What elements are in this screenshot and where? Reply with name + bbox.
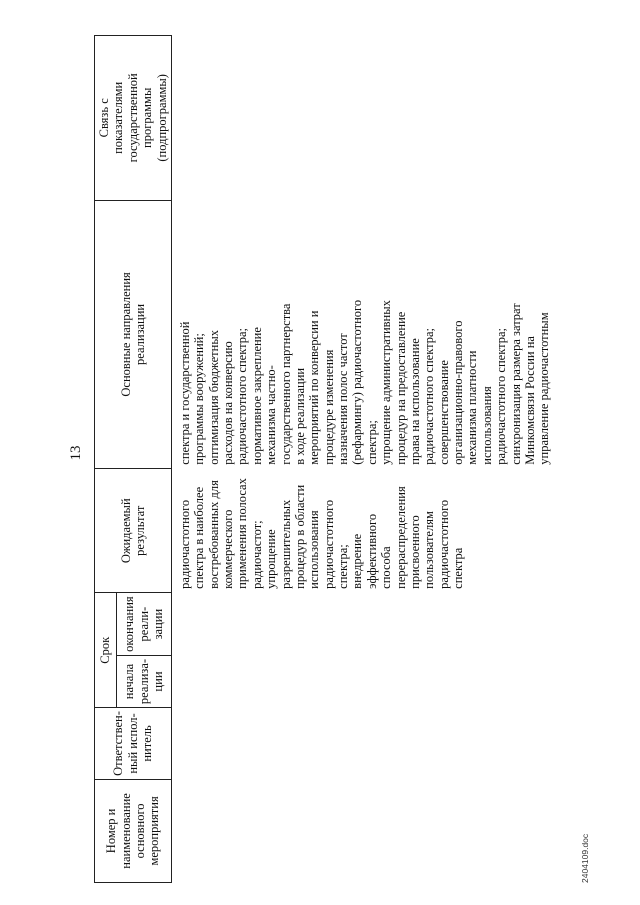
rotated-page xyxy=(60,23,590,883)
header-row-top xyxy=(95,35,117,882)
page-number: 13 xyxy=(68,445,84,460)
cell-event-name xyxy=(171,779,551,882)
cell-program-link xyxy=(171,35,551,200)
header-expected-result: Ожидаемый результат xyxy=(95,468,172,592)
header-term: Срок xyxy=(95,592,117,707)
header-term-start: начала реализа- ции xyxy=(117,655,172,707)
cell-responsible xyxy=(171,707,551,779)
cell-main-directions: спектра и государственной программы вооружений; оптимизация бюджетных расходов на конверсию радиочастотного спектра; нормативное закрепление механизма частно- государственного партнерства в ходе реализации мероприятий по конверсии и процедуре изменения назначения полос частот (рефармингу) радиочастотного спектра; упрощение административных процедур на предоставление права на использование радиочастотного спектра; совершенствование организационно-правового механизма платности использования радиочастотного спектра; синхронизация размера затрат Минкомсвязи России на управление радиочастотным xyxy=(177,299,552,465)
header-term-end: окончания реали- зации xyxy=(117,592,172,655)
cell-expected-result: радиочастотного спектра в наиболее востребованных для коммерческого применения полосах радиочастот; упрощение разрешительных процедур в области использования радиочастотного спектра; внедрение эффективного способа перераспределения присвоенного пользователям радиочастотного спектра xyxy=(177,477,465,589)
header-program-link: Связь с показателями государственной программы (подпрограммы) xyxy=(95,35,172,200)
cell-term-end xyxy=(171,592,551,655)
header-responsible: Ответствен- ный испол- нитель xyxy=(95,707,172,779)
header-event-name: Номер и наименование основного мероприятия xyxy=(95,779,172,882)
file-stamp: 2404109.doc xyxy=(580,833,590,883)
table-row xyxy=(171,35,551,882)
cell-term-start xyxy=(171,655,551,707)
events-table xyxy=(94,35,552,883)
header-main-directions: Основные направления реализации xyxy=(95,200,172,469)
